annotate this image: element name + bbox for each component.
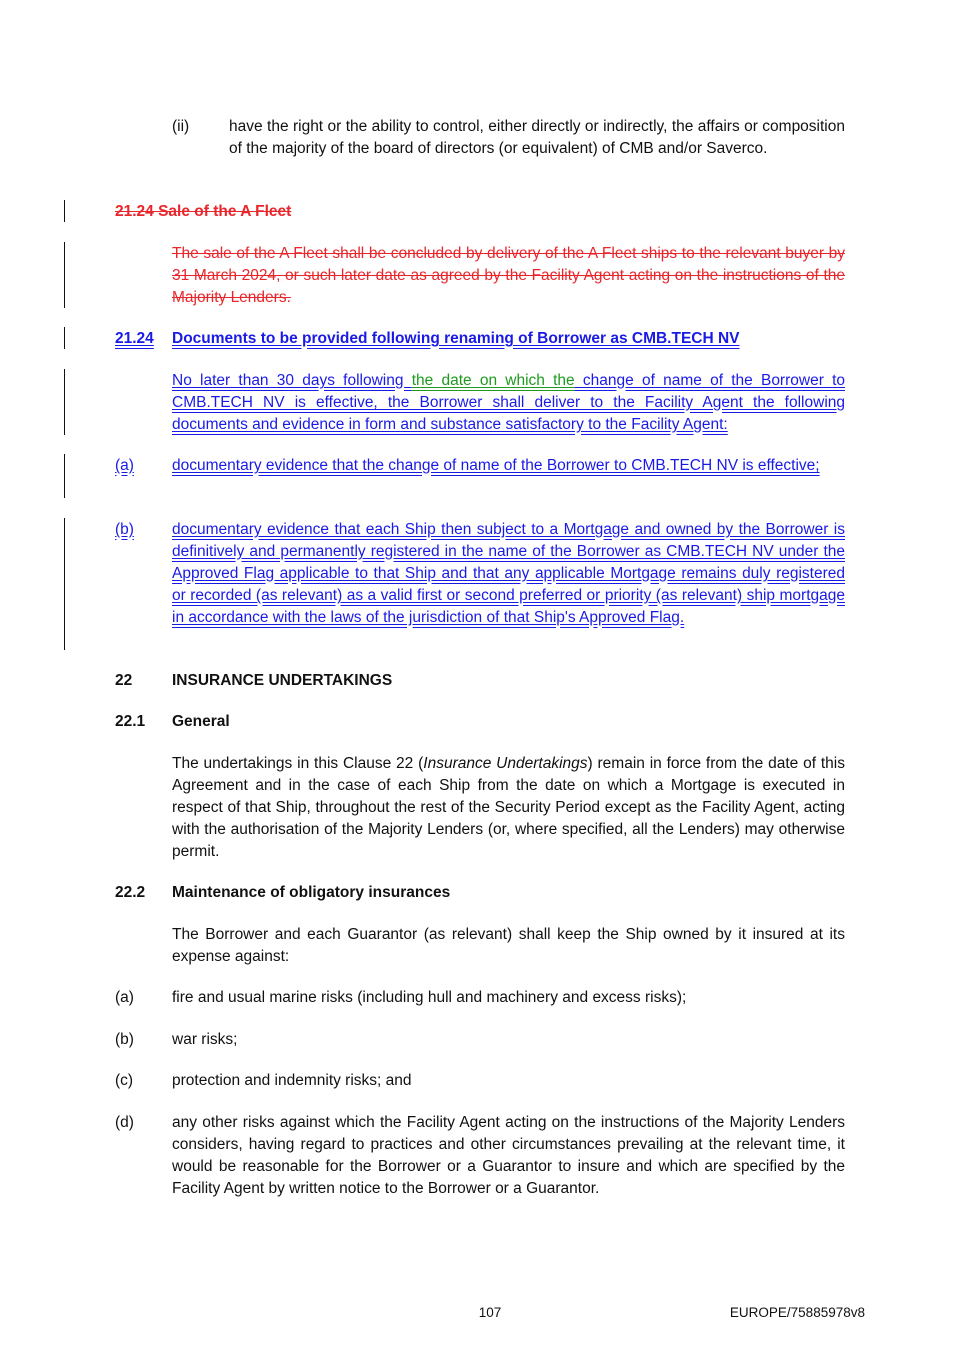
clause-22-2-item-label: (c) [115, 1072, 134, 1089]
change-bar [64, 454, 65, 498]
change-bar [64, 518, 65, 650]
inserted-clause-heading: Documents to be provided following renaming of Borrower as CMB.TECH NV [172, 330, 740, 347]
document-reference: EUROPE/75885978v8 [729, 1305, 865, 1320]
change-bar [64, 327, 65, 349]
change-bar [64, 200, 65, 222]
clause-22-2-intro: The Borrower and each Guarantor (as relevant) shall keep the Ship owned by it insured at its expense against: [172, 926, 845, 965]
clause-22-2-item-label: (d) [115, 1114, 134, 1131]
change-bar [64, 369, 65, 435]
item-ii-text: have the right or the ability to control, either directly or indirectly, the affairs or composition of the majority of the board of directors (or equivalent) of CMB and/or Saverco. [229, 118, 845, 157]
clause-22-2-item-text: any other risks against which the Facility Agent acting on the instructions of the Majority Lenders considers, having regard to practices and other circumstances prevailing at the relevant time, it would be reasonable for the Borrower or a Guarantor to insure and which are specified by the Facility Agent by written notice to the Borrower or a Guarantor. [172, 1114, 845, 1197]
clause-22-2-heading: Maintenance of obligatory insurances [172, 884, 451, 901]
change-bar [64, 242, 65, 308]
page-number: 107 [478, 1305, 502, 1320]
clause-22-2-item-text: war risks; [172, 1031, 238, 1048]
item-ii-label: (ii) [172, 118, 190, 135]
deleted-clause-heading: 21.24 Sale of the A Fleet [115, 203, 292, 220]
moved-text: the date on which the [411, 372, 575, 389]
clause-22-1-number: 22.1 [115, 713, 146, 730]
clause-22-number: 22 [115, 672, 133, 689]
inserted-item-a-text: documentary evidence that the change of name of the Borrower to CMB.TECH NV is effective; [172, 457, 820, 474]
clause-22-2-item-label: (a) [115, 989, 134, 1006]
inserted-clause-number: 21.24 [115, 330, 154, 347]
clause-22-2-item-text: fire and usual marine risks (including hull and machinery and excess risks); [172, 989, 687, 1006]
clause-22-1-text-part2: ) remain in force from the date of this Agreement and in the case of each Ship from the date on which a Mortgage is executed in respect of that Ship, throughout the rest of the Security Period except as the Facility Agent, acting with the authorisation of the Majority Lenders (or, where specified, all the Lenders) may otherwise permit. [172, 755, 845, 860]
inserted-item-b-text: documentary evidence that each Ship then subject to a Mortgage and owned by the Borrower is definitively and permanently registered in the name of the Borrower as CMB.TECH NV under the Approved Flag applicable to that Ship and that any applicable Mortgage remains duly registered or recorded (as relevant) as a valid first or second preferred or priority (as relevant) ship mortgage in accordance with the laws of the jurisdiction of that Ship's Approved Flag. [172, 521, 845, 626]
clause-22-2-number: 22.2 [115, 884, 146, 901]
inserted-intro-part1: No later than 30 days following [172, 372, 412, 389]
clause-22-2-item-label: (b) [115, 1031, 134, 1048]
clause-22-1-text-italic: Insurance Undertakings [423, 755, 588, 772]
inserted-intro-part2: change of name of the Borrower to CMB.TECH NV is effective, the Borrower shall deliver to the Facility Agent the following documents and evidence in form and substance satisfactory to the Facility Agent: [172, 372, 845, 433]
inserted-item-b-label: (b) [115, 521, 134, 538]
clause-22-heading: INSURANCE UNDERTAKINGS [172, 672, 393, 689]
clause-22-1-text [172, 753, 845, 863]
clause-22-1-heading: General [172, 713, 230, 730]
inserted-clause-intro [172, 370, 845, 436]
clause-22-2-item-text: protection and indemnity risks; and [172, 1072, 412, 1089]
clause-22-1-text-part1: The undertakings in this Clause 22 ( [172, 755, 424, 772]
inserted-item-a-label: (a) [115, 457, 134, 474]
deleted-clause-text: The sale of the A Fleet shall be concluded by delivery of the A Fleet ships to the relevant buyer by 31 March 2024, or such later date as agreed by the Facility Agent acting on the instructions of the Majority Lenders. [172, 245, 845, 306]
